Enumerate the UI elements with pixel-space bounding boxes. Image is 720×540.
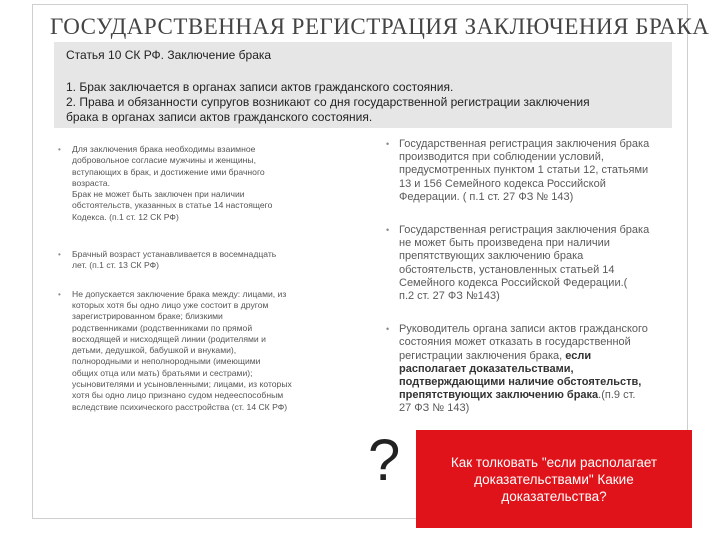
question-callout — [416, 430, 692, 528]
text-line: детьми, дедушкой, бабушкой и внуками), — [72, 345, 237, 356]
text-line: Для заключения брака необходимы взаимное — [72, 144, 256, 154]
text-line: Не допускается заключение брака между: лицами, из — [72, 288, 287, 299]
article-point-1: 1. Брак заключается в органах записи актов гражданского состояния. — [66, 80, 454, 94]
emphasis-if: если — [565, 349, 592, 362]
bullet: • — [58, 250, 61, 260]
text-span: регистрации заключения брака, — [399, 349, 566, 362]
text-line: производится при соблюдении условий, — [399, 151, 604, 164]
text-line — [399, 389, 692, 402]
callout-line: доказательствами" Какие — [474, 471, 634, 487]
text-line: родственниками (родственниками по прямой — [72, 322, 253, 333]
text-line: полнородными и неполнородными (имеющими — [72, 356, 261, 367]
text-line: добровольное согласие мужчины и женщины, — [72, 155, 256, 166]
text-line: Федерации. ( п.1 ст. 27 ФЗ № 143) — [399, 190, 574, 203]
callout-text — [451, 454, 657, 505]
article-title: Статья 10 СК РФ. Заключение брака — [66, 48, 272, 62]
text-line: Государственная регистрация заключения брака — [399, 224, 650, 237]
bullet: • — [386, 225, 390, 236]
text-line: 27 ФЗ № 143) — [399, 402, 470, 415]
article-point-2-cont: брака в органах записи актов гражданского состояния. — [66, 110, 373, 124]
text-line: обстоятельств, установленных статьей 14 — [399, 263, 615, 276]
callout-line: доказательства? — [501, 488, 607, 504]
list-item — [58, 249, 354, 272]
callout-line: Как толковать "если располагает — [450, 454, 658, 470]
text-line: зарегистрированном браке; близкими — [72, 311, 223, 322]
text-line: состояния может отказать в государственной — [399, 336, 631, 349]
bullet: • — [58, 289, 61, 299]
text-line: Брачный возраст устанавливается в восемнадцать — [72, 249, 277, 260]
text-line: Семейного кодекса Российской Федерации.( — [399, 276, 628, 289]
question-mark: ? — [368, 428, 401, 493]
text-line: предусмотренных пунктом 1 статьи 12, статьями — [399, 164, 649, 177]
bullet: • — [386, 139, 390, 149]
text-line: которых хотя бы одно лицо уже состоит в другом — [72, 299, 269, 310]
text-line: Брак не может быть заключен при наличии — [72, 189, 245, 200]
emphasis-line: подтверждающими наличие обстоятельств, — [399, 376, 642, 389]
text-line: лет. (п.1 ст. 13 СК РФ) — [72, 260, 159, 271]
text-line: Руководитель органа записи актов гражданского — [399, 323, 648, 336]
article-point-2: 2. Права и обязанности супругов возникают со дня государственной регистрации заключения — [66, 95, 590, 109]
text-line: вследствие психического расстройства (ст. 14 СК РФ) — [72, 401, 288, 412]
list-item — [58, 289, 354, 413]
right-column — [386, 138, 692, 416]
list-item — [58, 144, 354, 223]
list-item — [386, 323, 692, 415]
text-line: общих отца или мать) братьями и сестрами); — [72, 367, 253, 378]
list-item — [386, 224, 692, 303]
article-header-box — [54, 42, 672, 128]
bullet: • — [386, 324, 390, 335]
text-line: препятствующих заключению брака — [399, 250, 584, 263]
text-line: п.2 ст. 27 ФЗ №143) — [399, 290, 500, 303]
text-line: 13 и 156 Семейного кодекса Российской — [399, 177, 606, 190]
left-column — [58, 144, 354, 413]
text-line: обстоятельств, указанных в статье 14 настоящего — [72, 200, 273, 211]
emphasis-span: препятствующих заключению брака — [399, 389, 599, 402]
text-line: возраста. — [72, 177, 110, 188]
text-line: усыновителями и усыновленными; лицами, из которых — [72, 379, 292, 390]
text-line: восходящей и нисходящей линии (родителями и — [72, 333, 266, 344]
emphasis-line: располагает доказательствами, — [399, 362, 574, 375]
text-line: вступающих в брак, и достижение ими брачного — [72, 166, 265, 177]
text-line: хотя бы одно лицо признано судом недееспособным — [72, 390, 284, 401]
slide-title: ГОСУДАРСТВЕННАЯ РЕГИСТРАЦИЯ ЗАКЛЮЧЕНИЯ БРАКА — [50, 14, 710, 39]
bullet: • — [58, 145, 61, 154]
text-line: Кодекса. (п.1 ст. 12 СК РФ) — [72, 211, 179, 222]
text-span: .(п.9 ст. — [598, 389, 636, 402]
list-item — [386, 138, 692, 204]
text-line: не может быть произведена при наличии — [399, 237, 610, 250]
text-line — [399, 350, 692, 363]
text-line: Государственная регистрация заключения брака — [399, 138, 650, 150]
